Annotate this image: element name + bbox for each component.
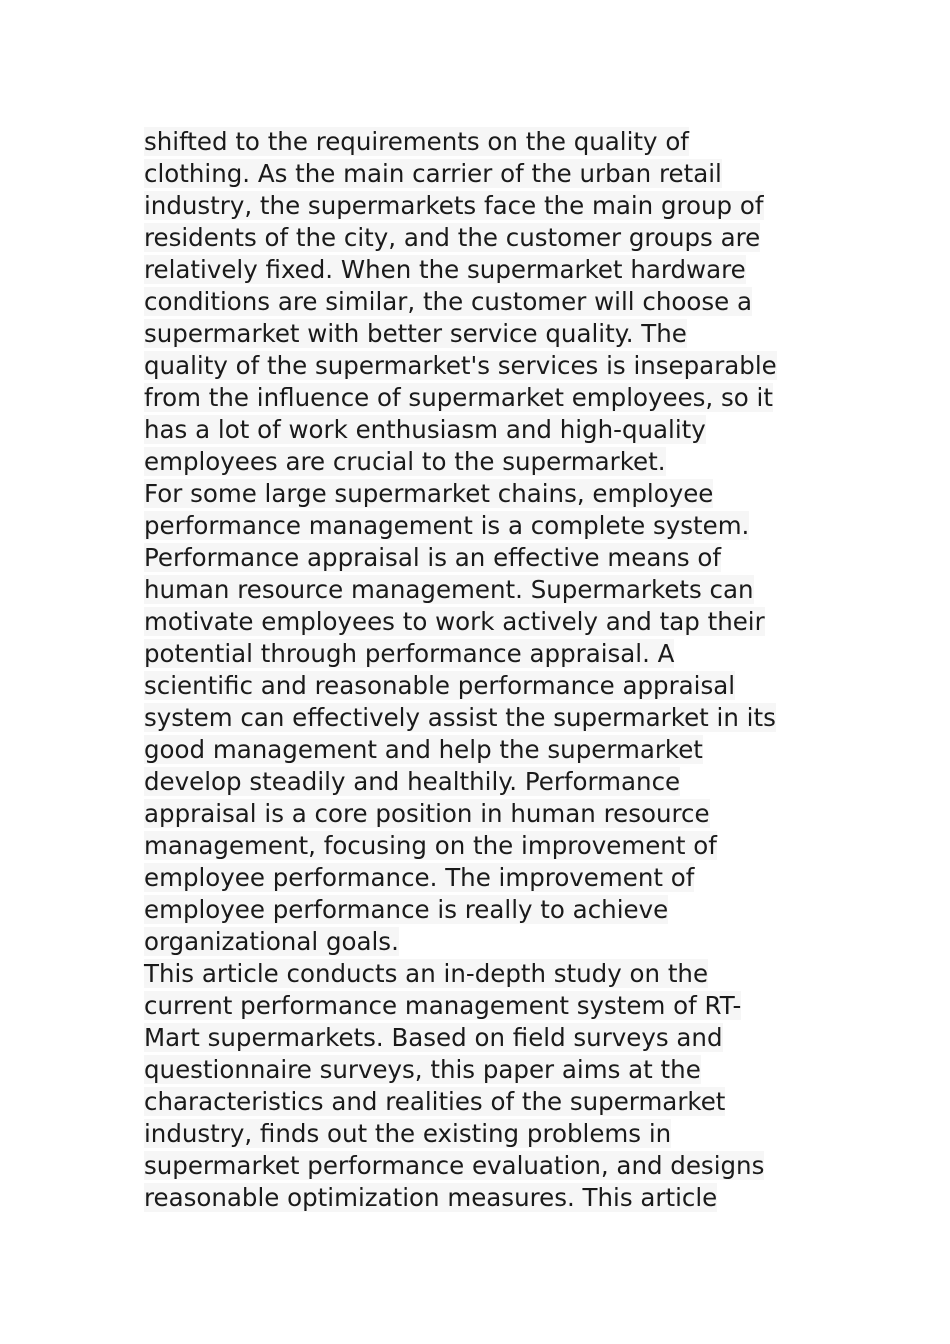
text-line: This article conducts an in-depth study on the [144, 959, 709, 988]
text-line: system can effectively assist the supermarket in its [144, 703, 776, 732]
text-line: residents of the city, and the customer groups are [144, 223, 761, 252]
text-line: Mart supermarkets. Based on field surveys and [144, 1023, 723, 1052]
text-line: motivate employees to work actively and tap their [144, 607, 765, 636]
body-text [144, 126, 824, 1214]
text-line: conditions are similar, the customer will choose a [144, 287, 752, 316]
text-line: develop steadily and healthily. Performance [144, 767, 681, 796]
text-line: quality of the supermarket's services is inseparable [144, 351, 777, 380]
text-line: industry, the supermarkets face the main group of [144, 191, 764, 220]
text-line: organizational goals. [144, 927, 399, 956]
text-line: current performance management system of RT- [144, 991, 742, 1020]
text-line: from the influence of supermarket employees, so it [144, 383, 773, 412]
text-line: performance management is a complete system. [144, 511, 750, 540]
text-line: management, focusing on the improvement of [144, 831, 717, 860]
text-line: human resource management. Supermarkets can [144, 575, 754, 604]
text-line: employee performance is really to achieve [144, 895, 669, 924]
text-line: For some large supermarket chains, employee [144, 479, 714, 508]
text-line: shifted to the requirements on the quality of [144, 127, 689, 156]
text-line: clothing. As the main carrier of the urban retail [144, 159, 722, 188]
text-line: reasonable optimization measures. This article [144, 1183, 718, 1212]
text-line: employee performance. The improvement of [144, 863, 695, 892]
text-line: has a lot of work enthusiasm and high-quality [144, 415, 706, 444]
text-line: supermarket with better service quality. The [144, 319, 687, 348]
text-line: questionnaire surveys, this paper aims at the [144, 1055, 701, 1084]
text-line: industry, finds out the existing problems in [144, 1119, 672, 1148]
text-line: potential through performance appraisal. A [144, 639, 675, 668]
text-line: Performance appraisal is an effective means of [144, 543, 722, 572]
text-line: scientific and reasonable performance appraisal [144, 671, 736, 700]
text-line: characteristics and realities of the supermarket [144, 1087, 726, 1116]
text-line: appraisal is a core position in human resource [144, 799, 710, 828]
text-line: supermarket performance evaluation, and designs [144, 1151, 765, 1180]
text-line: employees are crucial to the supermarket. [144, 447, 666, 476]
text-line: good management and help the supermarket [144, 735, 703, 764]
text-line: relatively fixed. When the supermarket hardware [144, 255, 746, 284]
